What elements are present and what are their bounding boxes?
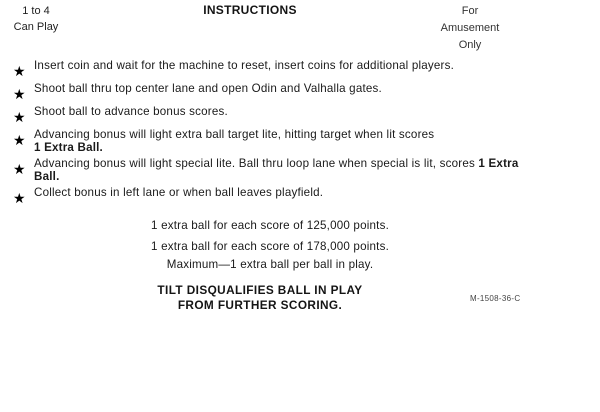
instruction-text: [34, 59, 454, 72]
star-icon: ★: [13, 86, 26, 102]
page-title: INSTRUCTIONS: [203, 3, 297, 17]
instruction-list: [13, 59, 523, 209]
instruction-text: [34, 186, 323, 199]
instruction-text: [34, 105, 228, 118]
player-count: [6, 3, 66, 35]
tilt-line1: TILT DISQUALIFIES BALL IN PLAY: [157, 283, 363, 297]
instruction-item: [13, 157, 523, 183]
player-count-line2: Can Play: [13, 21, 59, 33]
instruction-text-body: Collect bonus in left lane or when ball leaves playfield.: [34, 186, 324, 199]
instruction-item: [13, 59, 523, 79]
amusement-notice: [420, 3, 520, 54]
extra-ball-rule-2: 1 extra ball for each score of 178,000 points.: [151, 240, 389, 253]
tilt-warning: [110, 283, 410, 313]
tilt-line2: FROM FURTHER SCORING.: [177, 298, 343, 312]
instruction-item: [13, 186, 523, 206]
extra-ball-maximum: Maximum—1 extra ball per ball in play.: [166, 258, 374, 271]
player-count-line1: 1 to 4: [22, 5, 50, 17]
star-icon: ★: [13, 63, 26, 79]
instruction-text-body: Shoot ball to advance bonus scores.: [34, 105, 228, 118]
star-icon: ★: [13, 161, 26, 177]
extra-ball-award: 1 Extra Ball.: [34, 157, 519, 183]
star-icon: ★: [13, 132, 26, 148]
amusement-line3: Only: [458, 39, 482, 51]
instruction-text-body: Advancing bonus will light special lite. Ball thru loop lane when special is lit, scores: [34, 157, 475, 170]
extra-ball-rule-1: 1 extra ball for each score of 125,000 points.: [151, 219, 389, 232]
instruction-item: [13, 105, 523, 125]
instruction-item: [13, 128, 523, 154]
instruction-text-body: Advancing bonus will light extra ball target lite, hitting target when lit scores: [34, 128, 435, 141]
star-icon: ★: [13, 109, 26, 125]
extra-ball-award: 1 Extra Ball.: [34, 141, 103, 154]
instruction-text: [34, 128, 434, 154]
instruction-text: [34, 82, 382, 95]
instruction-text: [34, 157, 523, 183]
instruction-item: [13, 82, 523, 102]
amusement-line2: Amusement: [440, 22, 500, 34]
star-icon: ★: [13, 190, 26, 206]
instruction-text-body: Shoot ball thru top center lane and open Odin and Valhalla gates.: [34, 82, 382, 95]
amusement-line1: For: [461, 5, 479, 17]
part-number: M-1508-36-C: [470, 294, 521, 303]
instruction-text-body: Insert coin and wait for the machine to reset, insert coins for additional players.: [34, 59, 455, 72]
